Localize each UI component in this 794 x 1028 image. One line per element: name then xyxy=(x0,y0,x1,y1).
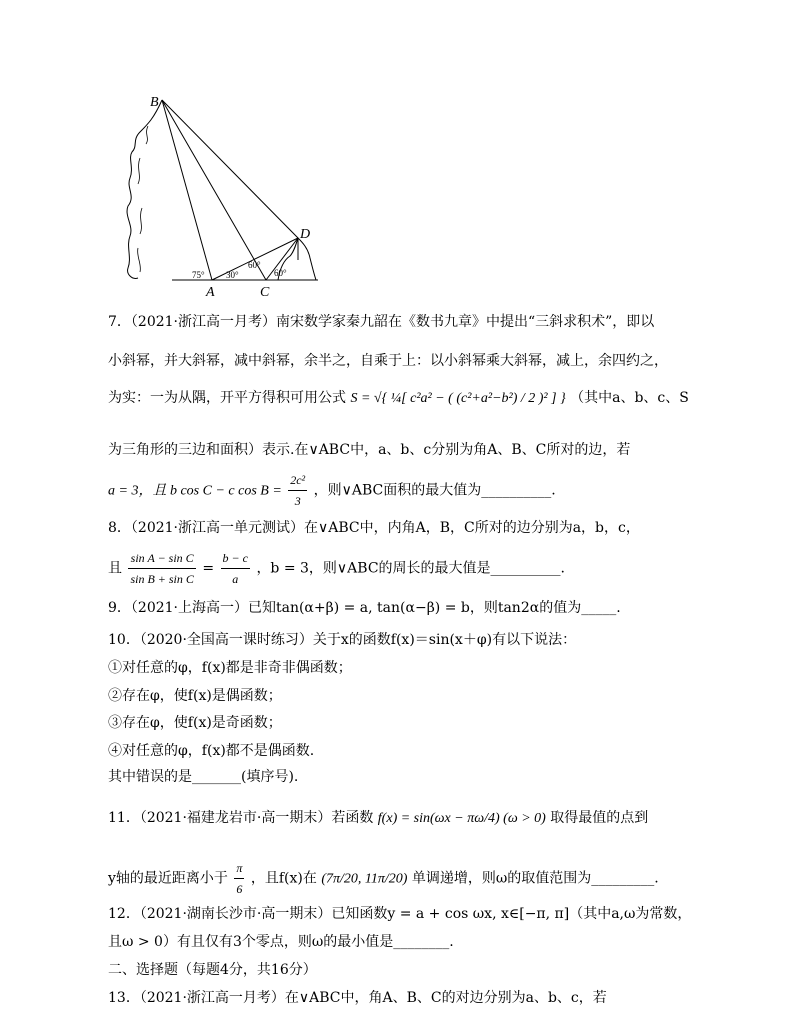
geometry-figure xyxy=(118,88,328,300)
q8-fraction-1 xyxy=(128,548,195,589)
q11-line-2 xyxy=(108,858,659,899)
q7-line-5 xyxy=(108,470,556,511)
q10-ask: 其中错误的是_______(填序号). xyxy=(108,769,299,785)
q7-frac-num: 2c² xyxy=(290,473,306,487)
q7-formula: S = √{ ¼[ c²a² − ( (c²+a²−b²) / 2 )² ] } xyxy=(350,391,566,406)
angle-30: 30° xyxy=(226,270,239,280)
q8-eq: = xyxy=(202,560,215,577)
cliff-outline xyxy=(127,100,162,278)
q8-line-2 xyxy=(108,548,565,589)
section-title: 二、选择题（每题4分，共16分） xyxy=(108,962,317,978)
label-A: A xyxy=(206,285,215,300)
q8-f2-num: b − c xyxy=(222,551,248,565)
q11-line-1-pre: 11．（2021·福建龙岩市·高一期末）若函数 xyxy=(108,810,374,826)
q13-line-1: 13．（2021·浙江高一月考）在∨ABC中，角A、B、C的对边分别为a、b、c，若 xyxy=(108,990,607,1006)
q8-fraction-2 xyxy=(221,548,250,589)
q11-line-1 xyxy=(108,808,648,829)
q11-line-2-mid: ，且f(x)在 xyxy=(250,870,317,887)
q8-line-2-post: ，b = 3，则∨ABC的周长的最大值是__________. xyxy=(256,560,566,577)
q8-f1-den: sin B + sin C xyxy=(128,568,195,589)
label-C: C xyxy=(260,285,270,300)
q12-line-2: 且ω > 0）有且仅有3个零点，则ω的最小值是________. xyxy=(108,934,454,950)
q10-option-4: ④对任意的φ，f(x)都不是偶函数. xyxy=(108,743,315,759)
q10-option-3: ③存在φ，使f(x)是奇函数； xyxy=(108,715,282,731)
angle-60b: 60° xyxy=(274,268,287,278)
q7-line-3-pre: 为实：一为从隅，开平方得积可用公式 xyxy=(108,390,346,406)
q7-line-4: 为三角形的三边和面积）表示.在∨ABC中，a、b、c分别为角A、B、C所对的边，若 xyxy=(108,442,631,458)
q7-frac-den: 3 xyxy=(288,490,307,511)
q7-line-3 xyxy=(108,388,689,409)
q10-line-1: 10．（2020·全国高一课时练习）关于x的函数f(x)＝sin(x＋φ)有以下说法： xyxy=(108,632,577,648)
q11-line-2-post: 单调递增，则ω的取值范围为_________. xyxy=(411,870,659,887)
q11-frac-den: 6 xyxy=(234,878,244,899)
q8-f1-num: sin A − sin C xyxy=(130,551,194,565)
q10-option-2: ②存在φ，使f(x)是偶函数； xyxy=(108,688,282,704)
q7-line-3-post: （其中a、b、c、S xyxy=(570,390,689,406)
label-D: D xyxy=(300,227,311,242)
angle-60: 60° xyxy=(248,260,261,270)
q10-option-1: ①对任意的φ，f(x)都是非奇非偶函数； xyxy=(108,660,352,676)
q8-line-2-pre: 且 xyxy=(108,560,122,577)
q8-line-1: 8．（2021·浙江高一单元测试）在∨ABC中，内角A，B，C所对的边分别为a，b，c， xyxy=(108,520,640,536)
q7-fraction xyxy=(288,470,307,511)
line-BA xyxy=(162,100,212,280)
q11-line-2-pre: y轴的最近距离小于 xyxy=(108,870,228,887)
q7-line-5-pre: a = 3，且 b cos C − c cos B = xyxy=(108,483,282,499)
q7-line-2: 小斜幂，并大斜幂，减中斜幂，余半之，自乘于上：以小斜幂乘大斜幂，减上，余四约之， xyxy=(108,353,668,369)
angle-75: 75° xyxy=(192,270,205,280)
q7-line-1: 7．（2021·浙江高一月考）南宋数学家秦九韶在《数书九章》中提出“三斜求积术”，即以 xyxy=(108,314,655,330)
q12-line-1: 12．（2021·湖南长沙市·高一期末）已知函数y = a + cos ωx, x∈[−π, π]（其中a,ω为常数， xyxy=(108,906,692,922)
q11-interval: (7π/20, 11π/20) xyxy=(321,871,408,887)
q11-fraction xyxy=(234,858,244,899)
q8-f2-den: a xyxy=(221,568,250,589)
q11-frac-num: π xyxy=(236,861,243,875)
q11-formula: f(x) = sin(ωx − πω/4) (ω > 0) xyxy=(377,811,546,826)
label-B: B xyxy=(150,95,159,110)
q11-line-1-post: 取得最值的点到 xyxy=(550,810,649,826)
q9-line-1: 9．（2021·上海高一）已知tan(α+β) = a, tan(α−β) = b，则tan2α的值为_____. xyxy=(108,600,621,616)
q7-line-5-post: ，则∨ABC面积的最大值为__________. xyxy=(313,482,556,499)
